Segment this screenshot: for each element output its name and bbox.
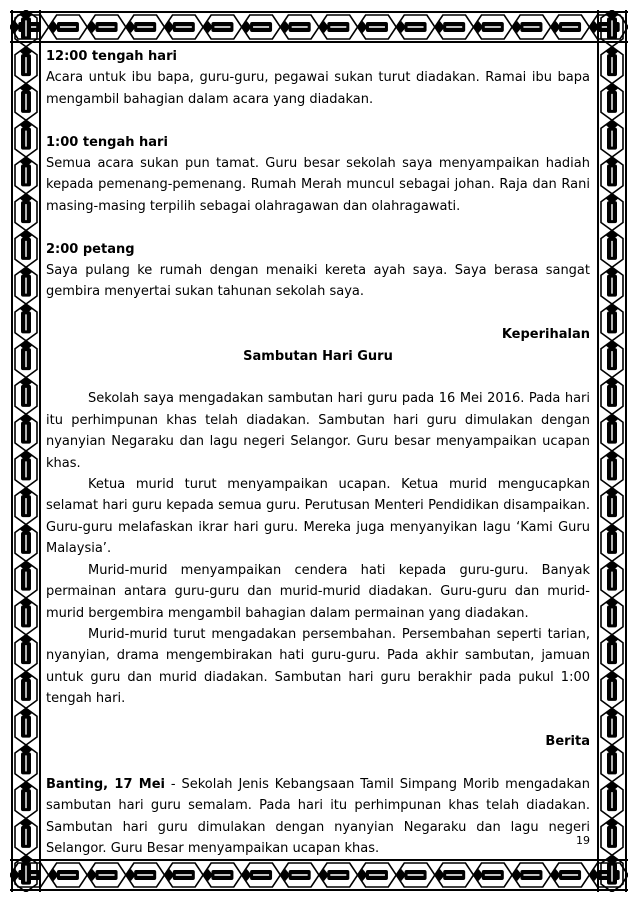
section-text: Saya pulang ke rumah dengan menaiki kereta ayah saya. Saya berasa sangat gembira menyertai sukan tahunan sekolah saya.: [46, 263, 590, 300]
keperihalan-paragraph: Ketua murid turut menyampaikan ucapan. Ketua murid mengucapkan selamat hari guru kepada semua guru. Perutusan Menteri Pendidikan disampaikan. Guru-guru melafaskan ikrar hari guru. Mereka juga menyanyikan lagu ‘Kami Guru Malaysia’.: [46, 477, 590, 557]
section-text: Semua acara sukan pun tamat. Guru besar sekolah saya menyampaikan hadiah kepada pemenang-pemenang. Rumah Merah muncul sebagai johan. Raja dan Rani masing-masing terpilih sebagai olahragawan dan olahragawati.: [46, 156, 590, 214]
berita-text: - Sekolah Jenis Kebangsaan Tamil Simpang Morib mengadakan sambutan hari guru semalam. Pada hari itu perhimpunan khas telah diadakan. Sambutan hari guru dimulakan dengan nyanyian Negaraku dan lagu negeri Selangor. Guru Besar menyampaikan ucapan khas.: [46, 776, 590, 856]
section-time: 2:00 petang: [46, 241, 135, 257]
keperihalan-paragraph: Murid-murid turut mengadakan persembahan. Persembahan seperti tarian, nyanyian, drama mengembirakan hati guru-guru. Pada akhir sambutan, jamuan untuk guru dan murid diadakan. Sambutan hari guru berakhir pada pukul 1:00 tengah hari.: [46, 626, 590, 707]
berita-paragraph: [46, 774, 590, 860]
ornamental-border-bottom: [10, 858, 628, 892]
keperihalan-paragraph: Murid-murid menyampaikan cendera hati kepada guru-guru. Banyak permainan antara guru-guru dan murid-murid diadakan. Guru-guru dan murid-murid bergembira mengambil bahagian dalam permainan yang diadakan.: [46, 562, 590, 621]
keperihalan-paragraph: Sekolah saya mengadakan sambutan hari guru pada 16 Mei 2016. Pada hari itu perhimpunan khas telah diadakan. Sambutan hari guru dimulakan dengan nyanyian Negaraku dan lagu negeri Selangor. Guru besar menyampaikan ucapan khas.: [46, 391, 590, 471]
section-time: 1:00 tengah hari: [46, 134, 168, 150]
section-text: Acara untuk ibu bapa, guru-guru, pegawai sukan turut diadakan. Ramai ibu bapa mengambil bahagian dalam acara yang diadakan.: [46, 70, 590, 107]
page-number: 19: [576, 834, 590, 847]
ornamental-border-right: [596, 10, 628, 892]
berita-dateline: Banting, 17 Mei: [46, 776, 165, 792]
document-body: [46, 46, 590, 859]
ornamental-border-left: [10, 10, 42, 892]
keperihalan-title: Sambutan Hari Guru: [243, 348, 393, 364]
berita-label: Berita: [545, 733, 590, 749]
keperihalan-label: Keperihalan: [501, 327, 590, 343]
ornamental-border-top: [10, 10, 628, 44]
section-time: 12:00 tengah hari: [46, 49, 177, 64]
